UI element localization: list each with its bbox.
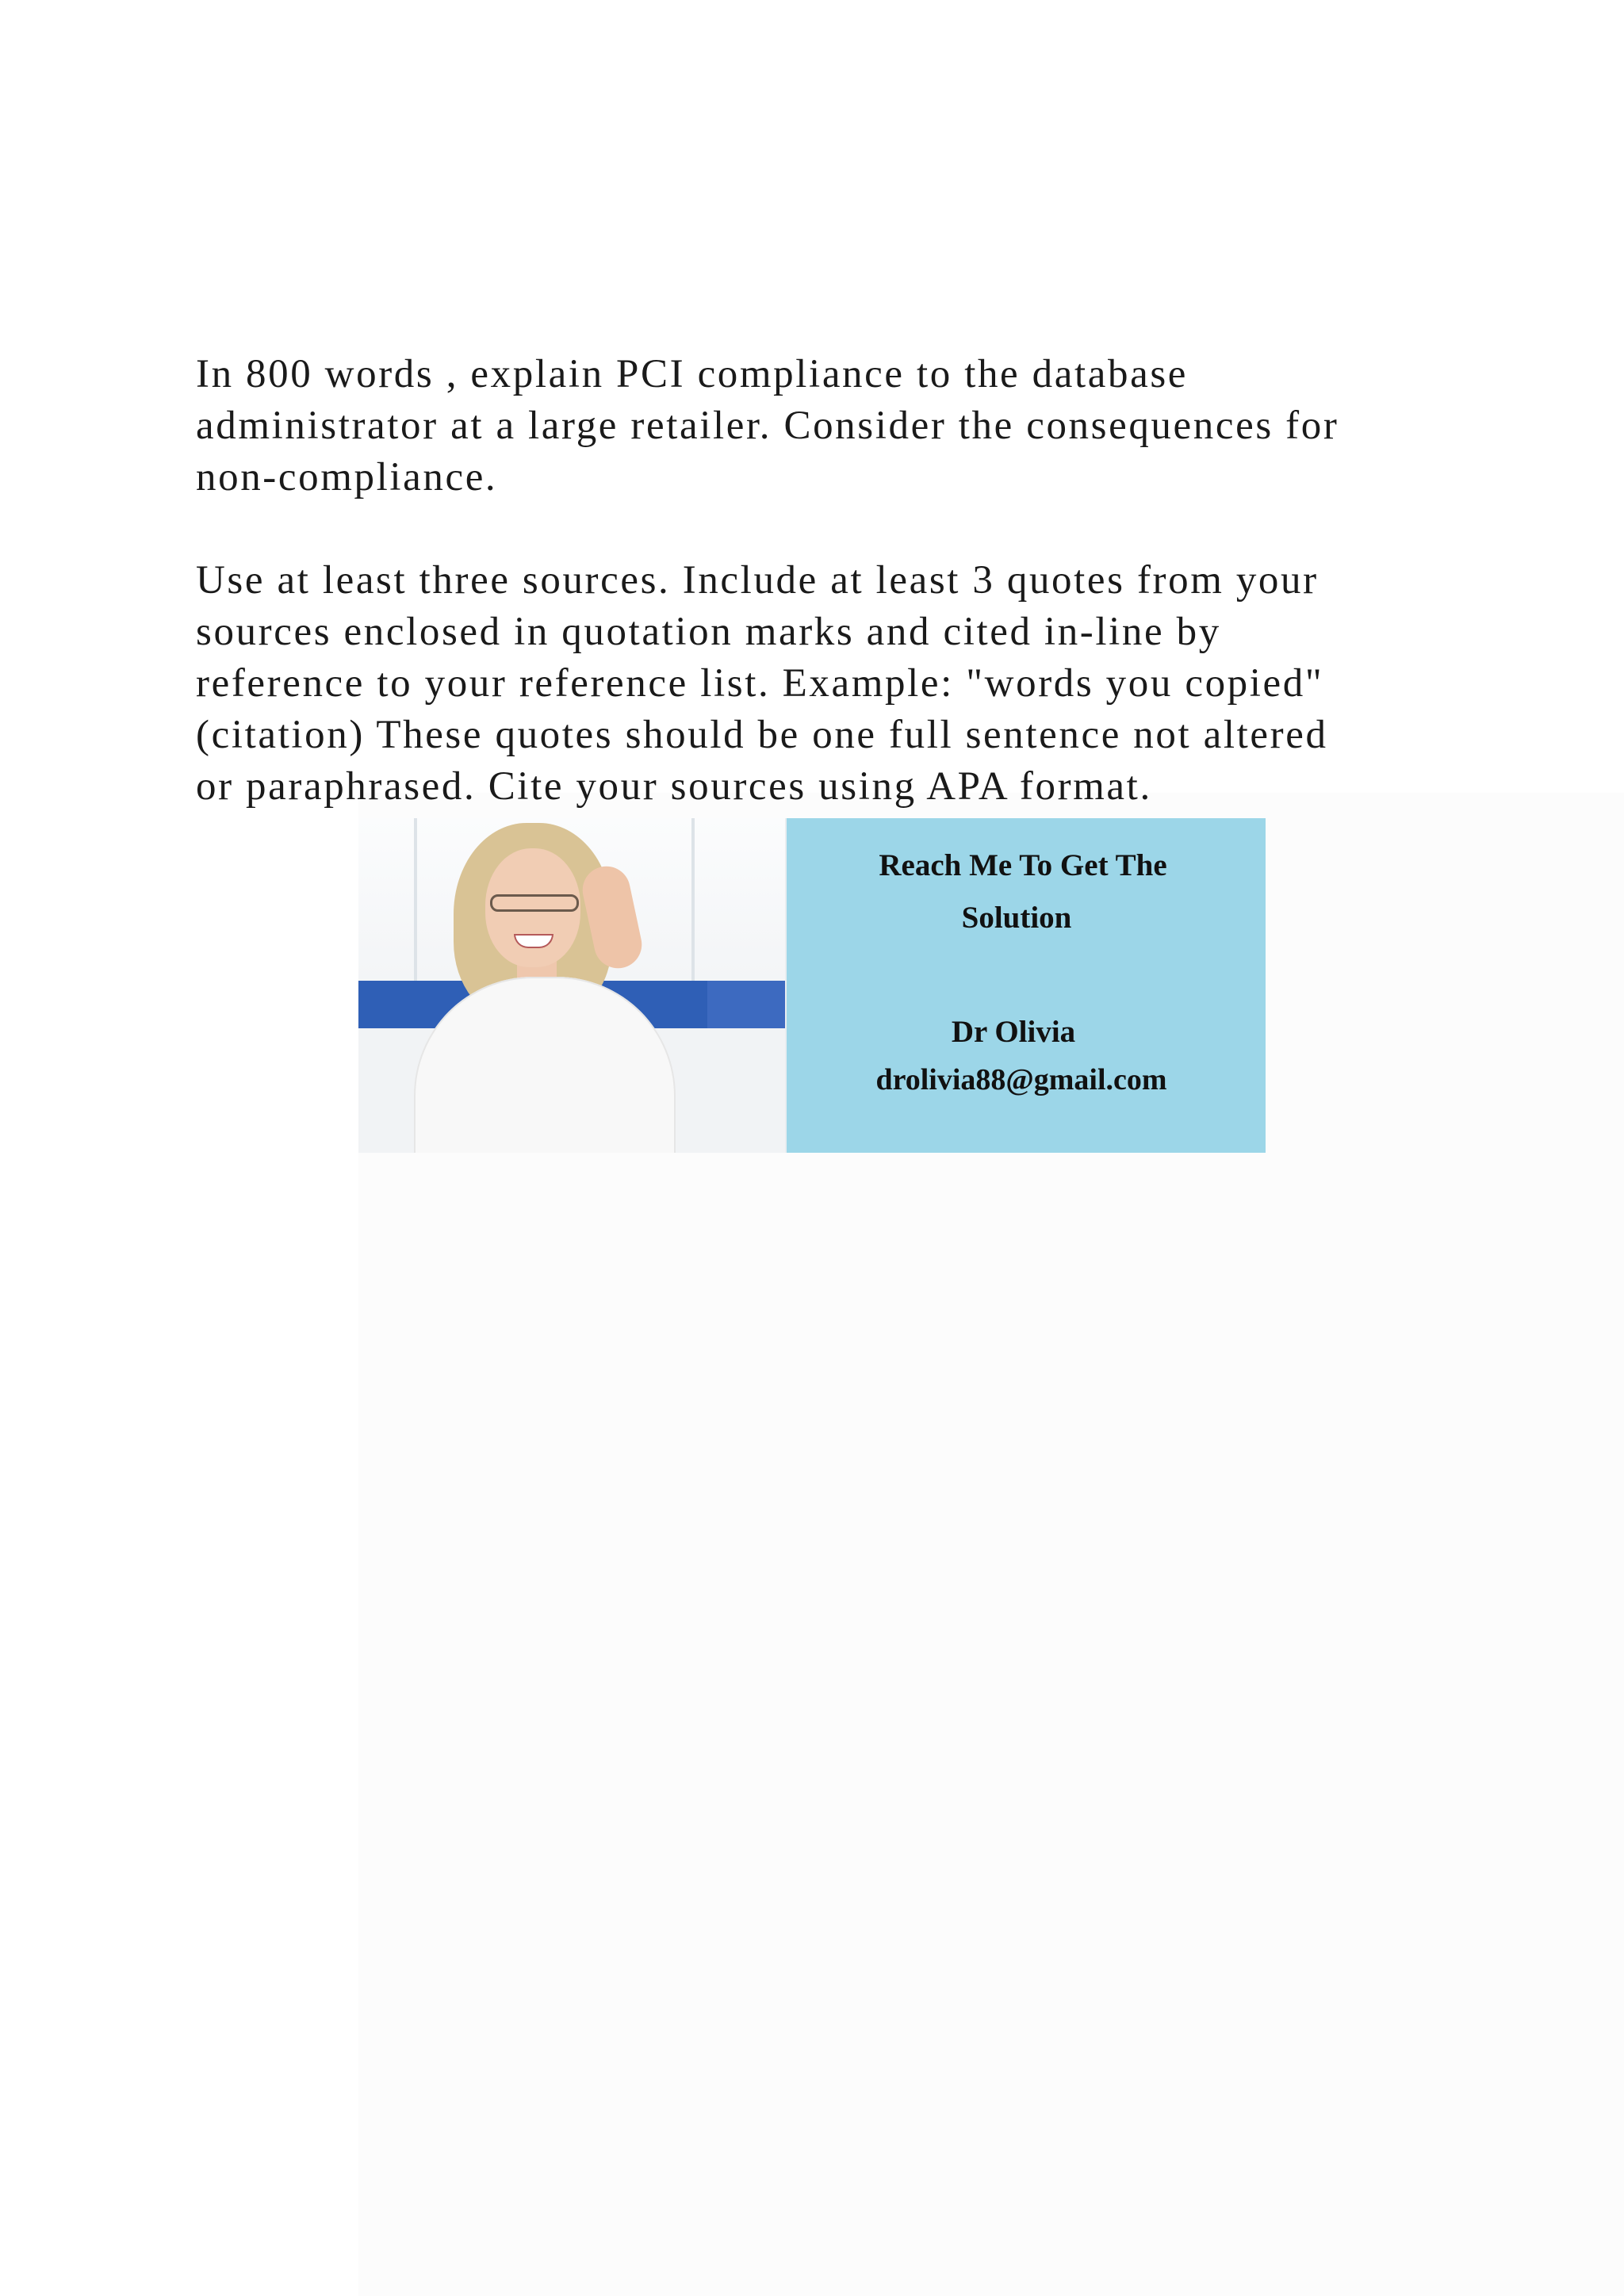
card-heading: Reach Me To Get The [879, 848, 1167, 882]
text-line: administrator at a large retailer. Consider the consequences for [196, 404, 1339, 448]
text-line: In 800 words , explain PCI compliance to the database [196, 352, 1189, 396]
text-line: reference to your reference list. Example: "words you copied" [196, 661, 1324, 706]
contact-email: drolivia88@gmail.com [875, 1063, 1167, 1096]
woman-photo [358, 818, 785, 1153]
contact-card [787, 818, 1266, 1153]
promo-banner [358, 818, 1266, 1153]
card-heading-continued: Solution [961, 901, 1072, 935]
assignment-prompt [196, 349, 1480, 813]
text-line: sources enclosed in quotation marks and cited in-line by [196, 610, 1221, 654]
text-line: Use at least three sources. Include at least 3 quotes from your [196, 558, 1319, 603]
text-line: non-compliance. [196, 455, 498, 499]
text-line: or paraphrased. Cite your sources using APA format. [196, 764, 1152, 809]
window-frame [691, 818, 695, 993]
contact-name: Dr Olivia [951, 1015, 1076, 1049]
window-frame [414, 818, 417, 993]
text-line: (citation) These quotes should be one full sentence not altered [196, 713, 1328, 757]
glasses [490, 894, 579, 912]
paragraph-1 [196, 349, 1480, 503]
paragraph-2 [196, 555, 1480, 813]
